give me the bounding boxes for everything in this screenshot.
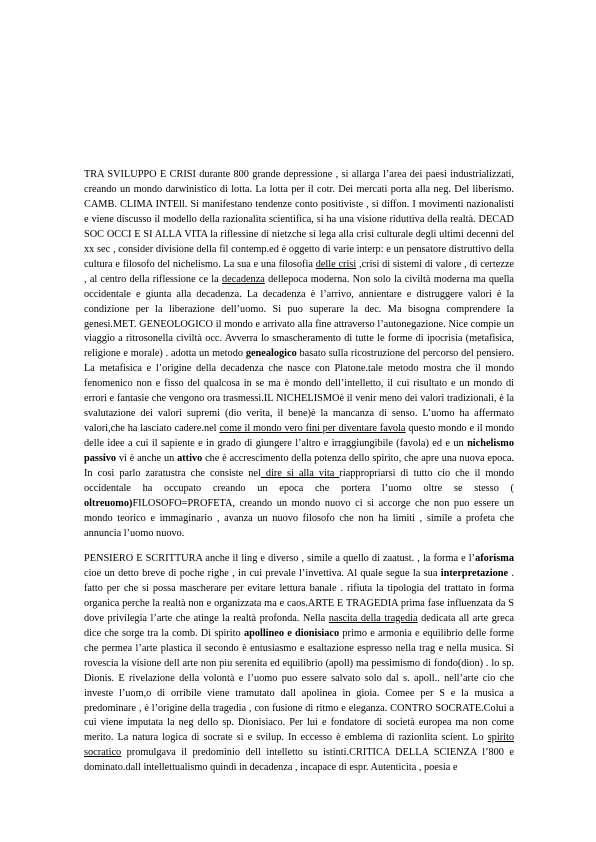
bold-term: attivo bbox=[177, 453, 203, 465]
text-run: dellepoca moderna. Non solo la civiltà moderna ma quella occidentale e giunta alla decadenza. La decadenza è l’arrivo, annientare e distruggere valori è la condizione per la liberazione dell’uomo. Si puo superare la dec. Ma bisogna comprendere la genesi.MET. GENEOLOGICO il mondo e arrivato alla fine attraverso l’autonegazione. Nice compie un viaggio a ritrosonella civiltà occ. Avverra lo smascheramento di tutte le forme di ipocrisia (metafisica, religione e morale) . adotta un metodo bbox=[84, 273, 514, 360]
text-run: che è accrescimento della potenza dello spirito, che apre una nuova epoca. In cosi parlo zaratustra che consiste nel bbox=[84, 453, 514, 480]
text-run: . fatto per che si possa mascherare per evitare lettura banale . rifiuta la tipologia del trattato in forma organica perche la realtà non e organizzata ma e caos.ARTE E TRAGEDIA prima fase influenzata da S dove privilegia l’arte che atinge la realtà profonda. Nella bbox=[84, 567, 514, 624]
underlined-phrase: come il mondo vero fini per diventare favola bbox=[219, 423, 406, 435]
bold-term: apollineo e dionisiaco bbox=[243, 627, 340, 639]
underlined-phrase: dire si alla vita bbox=[260, 468, 340, 480]
text-run: TRA SVILUPPO E CRISI durante 800 grande depressione , si allarga l’area dei paesi industrializzati, creando un mondo darwinistico di lotta. La lotta per il cotr. Dei mercati porta alla neg. Del liberismo. CAMB. CLIMA INTEll. Si manifestano tendenze conto positiviste , si diffon. I movimenti nazionalisti e viene discusso il modello della razionalita scientifica, si ha una visione riduttiva della realtà. DECAD SOC OCCI E SI ALLA VITA la riflessine di nietzche si lega alla crisi culturale degli ultimi decenni del xx sec , consider divisione della fil contemp.ed è oggetto di varie interp: e un pensatore distruttivo della cultura e filosofo del nichelismo. La sua e una filosofia bbox=[84, 169, 514, 270]
text-run: PENSIERO E SCRITTURA anche il ling e diverso , simile a quello di zaatust. , la forma e l’ bbox=[84, 553, 476, 564]
text-run: ,crisi di sistemi di valore , di certezze , al centro della riflessione ce la bbox=[84, 258, 514, 285]
underlined-phrase: delle crisi bbox=[315, 258, 357, 270]
underlined-phrase: spirito socratico bbox=[84, 732, 514, 759]
underlined-phrase: decadenza bbox=[221, 273, 265, 285]
text-run: dedicata all arte greca dice che sorge tra la comb. Di spirito bbox=[84, 612, 515, 639]
text-run: FILOSOFO=PROFETA, creando un mondo nuovo ci si accorge che non puo essere un mondo teorico e immaginario , avanza un nuovo filosofo che non ha limiti , simile a profeta che annuncia l’uomo nuovo. bbox=[84, 497, 514, 539]
text-run: vi è anche un bbox=[116, 453, 178, 465]
paragraph-pensiero-scrittura bbox=[84, 552, 514, 776]
bold-term: aforisma bbox=[475, 553, 514, 564]
text-run: basato sulla ricostruzione del percorso del pensiero. La metafisica e l’origine della decadenza che nasce con Platone.tale metodo mostra che il mondo fenomenico non e fisso del qualcosa in se ma è mondo dell’intelletto, il cui risultato e un mondo di errori e fantasie che vengono ora trasmessi.IL NICHELISMOè il venir meno dei valori tradizionali, è la svalutazione dei valori supremi (dio verita, il bene)è la mancanza di senso. L’uomo ha affermato valori,che ha lasciato cadere.nel bbox=[84, 348, 514, 435]
bold-term: interpretazione bbox=[440, 567, 509, 579]
underlined-phrase: nascita della tragedia bbox=[328, 612, 418, 624]
bold-term: nichelismo passivo bbox=[84, 438, 514, 465]
text-run: promulgava il predominio dell intelletto su istinti.CRITICA DELLA SCIENZA l’800 e dominato.dall intellettualismo quindi in decadenza , incapace di espr. Autenticita , poesia e bbox=[84, 747, 514, 774]
bold-term: genealogico bbox=[245, 348, 297, 360]
paragraph-nietzsche-crisis bbox=[84, 168, 514, 542]
bold-term: oltreuomo) bbox=[84, 497, 133, 509]
text-run: riappropriarsi di tutto cio che il mondo occidentale ha occupato creando un epoca che portera l’uomo oltre se stesso ( bbox=[84, 468, 514, 495]
text-run: cioe un detto breve di poche righe , in cui prevale l’invettiva. Al quale segue la sua bbox=[84, 567, 441, 579]
text-run: questo mondo e il mondo delle idee a cui il sapiente e in grado di giungere l’altro e irraggiungibile (favola) ed e un bbox=[84, 423, 515, 450]
text-run: primo e armonia e equilibrio delle forme che permea l’arte plastica il secondo è entusiasmo e esaltazione espresso nella trag e nella musica. Si rovescia la visione dell arte non piu serenita ed equilibrio (apoll) ma pessimismo di fondo(dion) . lo sp. Dionis. E rivelazione della volontà e l’uomo puo essere salvato solo dal s. apoll.. nell’arte cio che investe l’uom,o di orribile viene tramutato dall apolinea in gioia. Comee per S e la musica a predominare , è l’origine della tragedia , con fusione di ritmo e eleganza. CONTRO SOCRATE.Colui a cui viene imputata la neg dello sp. Dionisiaco. Per lui e fondatore di società europea ma non come merito. La natura logica di socrate si e svilup. In eccesso è emblema di razionlita scient. Lo bbox=[84, 627, 514, 744]
